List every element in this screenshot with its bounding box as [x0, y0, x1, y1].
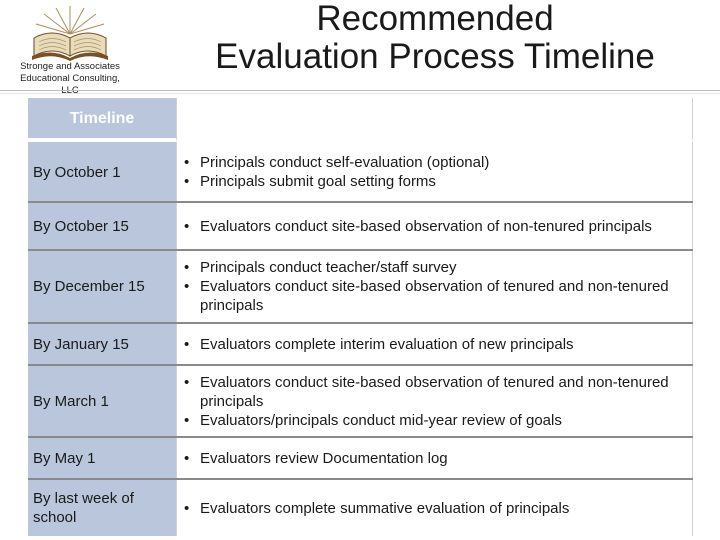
title-divider	[0, 90, 720, 91]
timeline-cell: By May 1	[28, 438, 176, 478]
timeline-column-header: Timeline	[28, 98, 176, 142]
activity-cell	[176, 324, 693, 364]
activity-cell	[176, 142, 693, 202]
page-title	[150, 0, 720, 76]
logo-line-1: Stronge and Associates	[20, 61, 120, 72]
open-book-icon	[30, 4, 110, 62]
logo-line-3: LLC	[61, 85, 79, 96]
activity-item: • Evaluators conduct site-based observation of tenured and non-tenured principals	[181, 277, 692, 315]
activity-cell	[176, 438, 693, 478]
activity-item: • Evaluators conduct site-based observation of tenured and non-tenured principals	[181, 373, 692, 411]
timeline-cell: By October 15	[28, 203, 176, 250]
activity-item: • Evaluators conduct site-based observation of non-tenured principals	[181, 217, 652, 236]
title-line-2: Evaluation Process Timeline	[215, 37, 655, 76]
activity-cell	[176, 203, 693, 250]
activity-item: • Principals conduct teacher/staff survey	[181, 258, 692, 277]
activity-list	[181, 217, 652, 236]
activity-column-header: Activity for Professional Improvement	[176, 98, 693, 142]
logo-caption	[8, 61, 132, 97]
activity-list	[181, 373, 692, 430]
activity-item: • Evaluators review Documentation log	[181, 449, 448, 468]
activity-item: • Evaluators/principals conduct mid-year review of goals	[181, 411, 692, 430]
activity-item: • Principals conduct self-evaluation (optional)	[181, 153, 489, 172]
company-logo	[8, 4, 132, 94]
activity-list	[181, 153, 489, 191]
timeline-cell: By January 15	[28, 324, 176, 364]
activity-cell	[176, 251, 693, 322]
title-line-1: Recommended	[316, 0, 554, 38]
activity-list	[181, 449, 448, 468]
timeline-cell: By last week of school	[28, 480, 176, 536]
activity-list	[181, 335, 574, 354]
activity-item: • Principals submit goal setting forms	[181, 172, 489, 191]
title-divider-shadow	[0, 93, 720, 94]
timeline-cell: By October 1	[28, 142, 176, 202]
activity-cell	[176, 480, 693, 536]
timeline-cell: By March 1	[28, 366, 176, 436]
activity-item: • Evaluators complete interim evaluation of new principals	[181, 335, 574, 354]
activity-list	[181, 499, 569, 518]
activity-list	[181, 258, 692, 315]
timeline-cell: By December 15	[28, 251, 176, 322]
activity-cell	[176, 366, 693, 436]
logo-line-2: Educational Consulting,	[20, 73, 120, 84]
activity-item: • Evaluators complete summative evaluation of principals	[181, 499, 569, 518]
